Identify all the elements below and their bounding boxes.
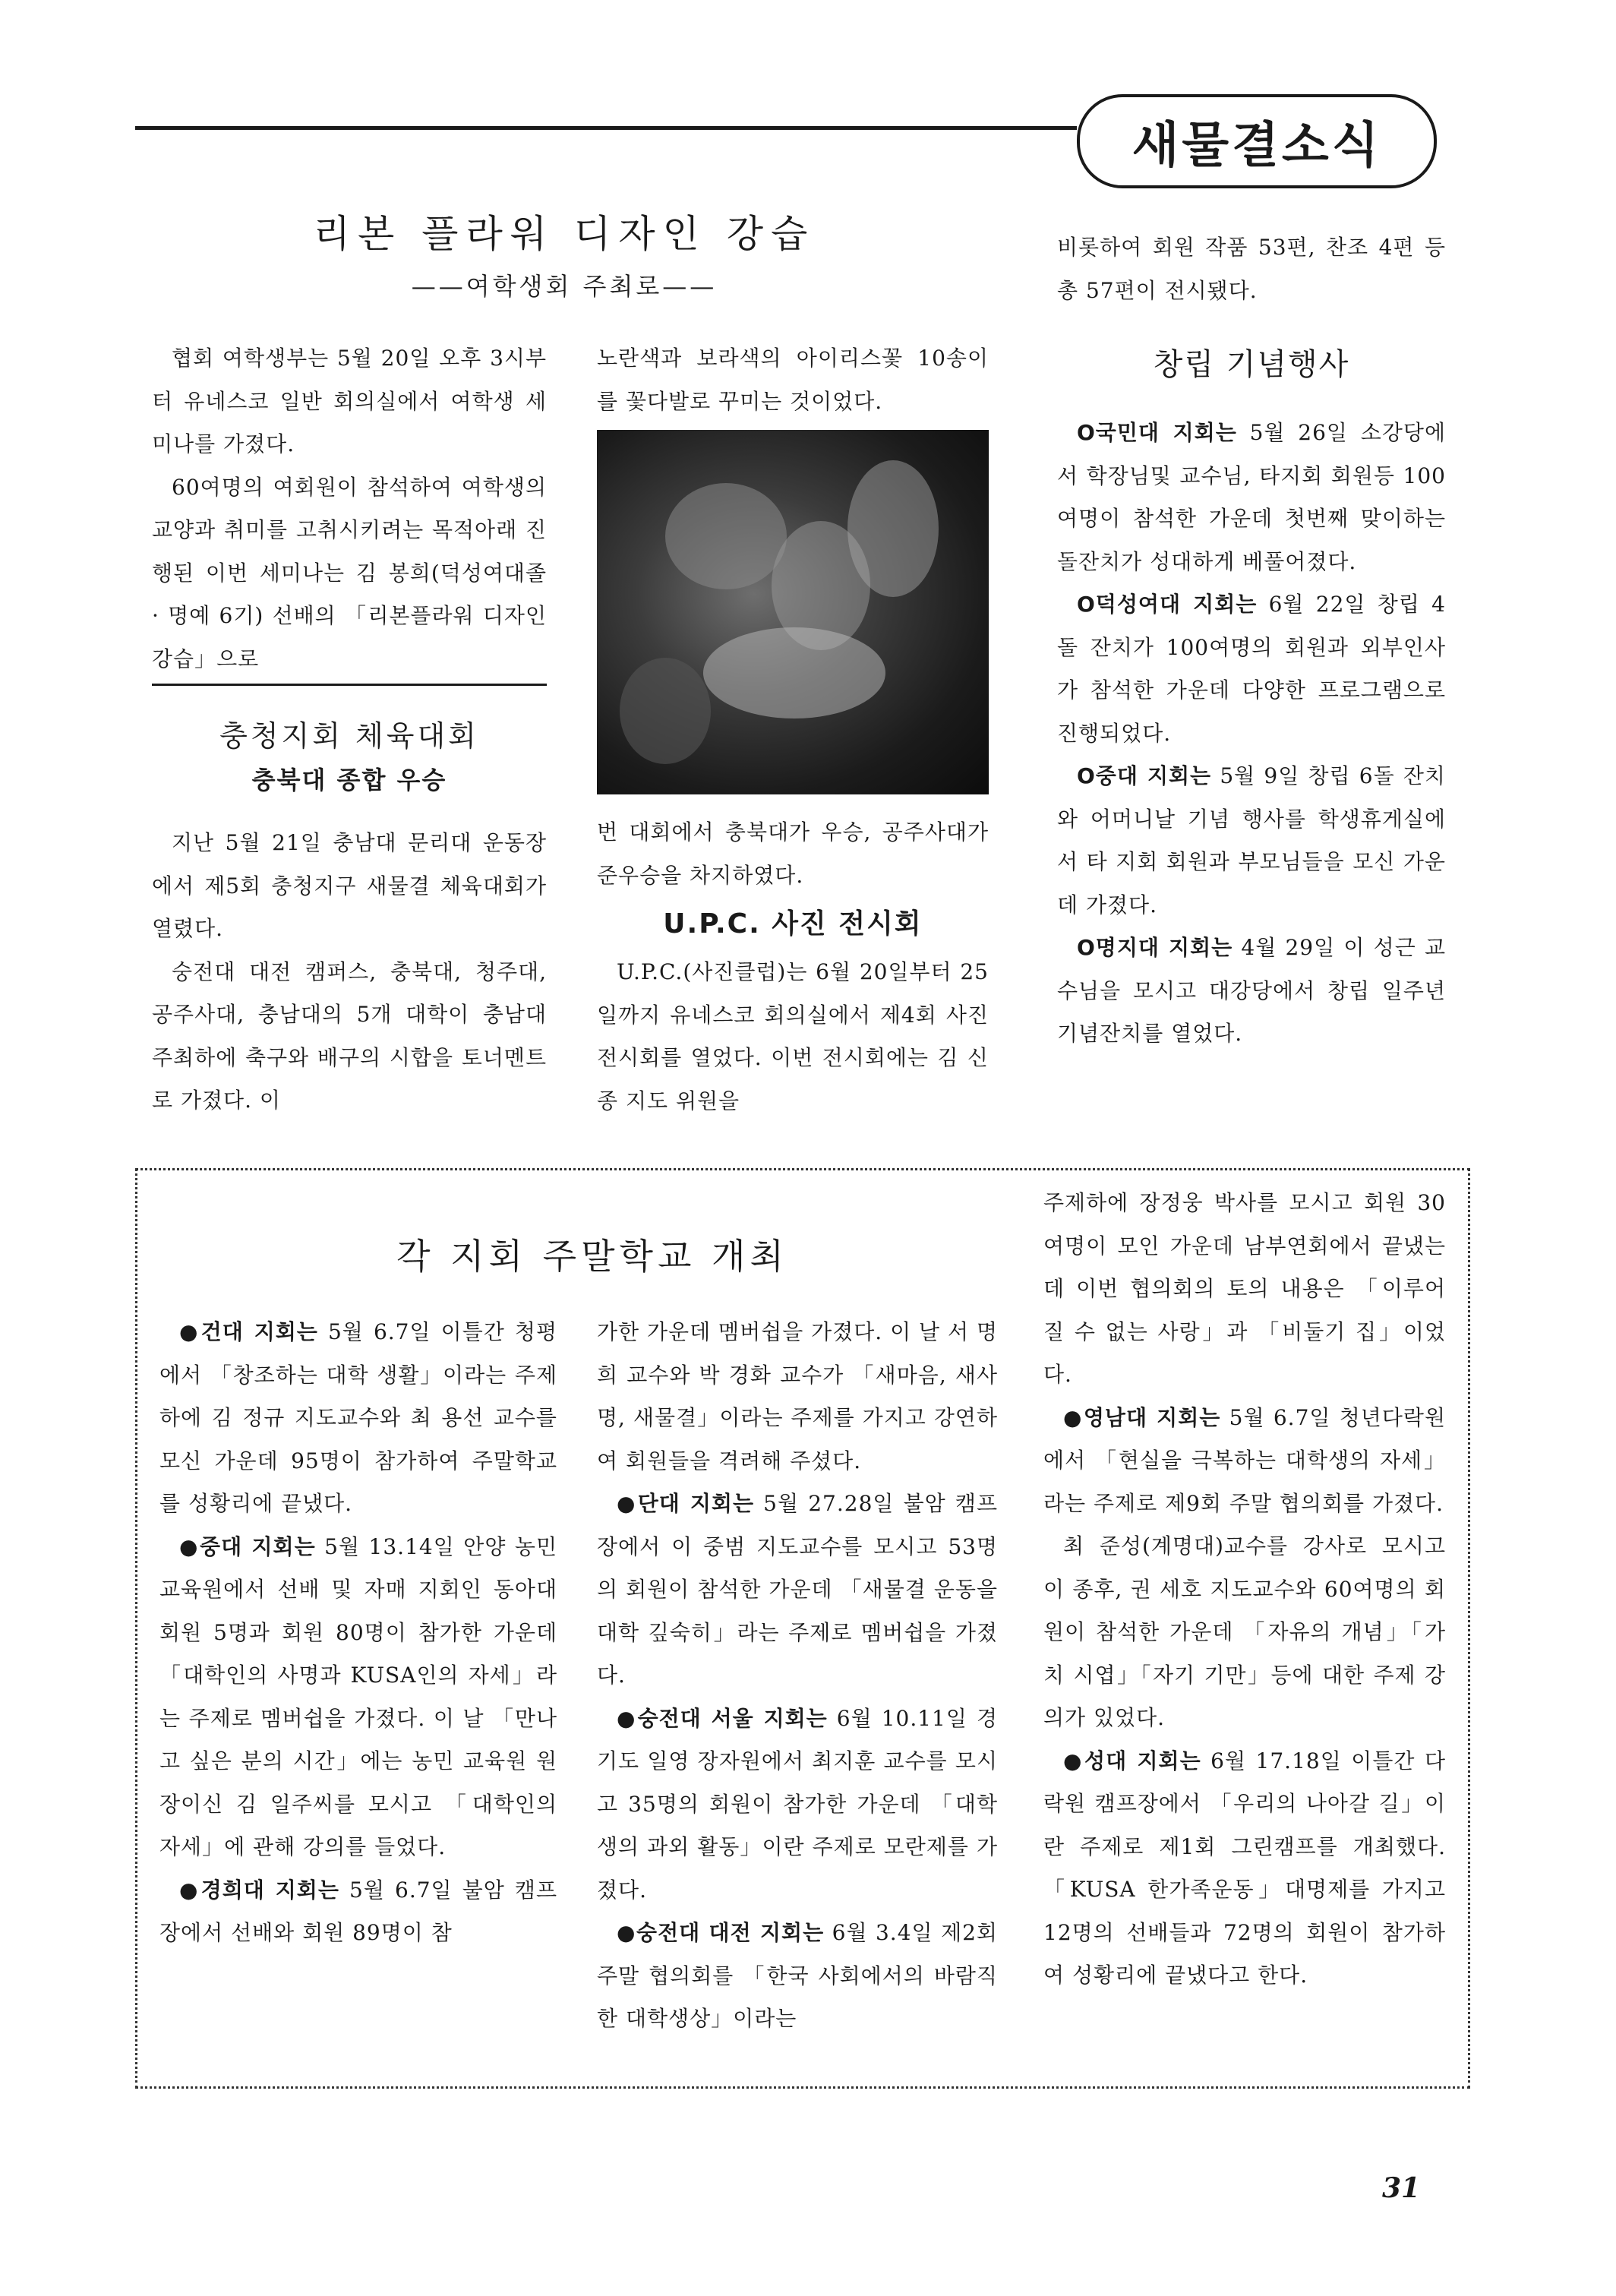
item-lead: O중대 지회는 — [1077, 763, 1212, 788]
list-item — [1057, 755, 1446, 927]
item-text: 5월 6.7일 청년다락원에서 「현실을 극복하는 대학생의 자세」라는 주제로 제9회 주말 협의회를 가졌다. — [1043, 1404, 1446, 1516]
item-text: 6월 17.18일 이틀간 다락원 캠프장에서 「우리의 나아갈 길」이란 주제로 제1회 그린캠프를 개최했다. 「KUSA 한가족운동」대명제를 가지고 12명의 선배들과 72명의 회원이 참가하여 성황리에 끝냈다고 한다. — [1043, 1748, 1446, 1988]
list-item — [597, 1698, 998, 1912]
list-item — [597, 1483, 998, 1698]
item-text: 5월 9일 창립 6돌 잔치와 어머니날 기념 행사를 학생휴게실에서 타 지회 회원과 부모님들을 모신 가운데 가졌다. — [1057, 763, 1446, 917]
list-item — [1043, 1397, 1446, 1526]
list-item — [159, 1311, 557, 1526]
item-lead: O명지대 지회는 — [1077, 935, 1233, 960]
item-lead: O국민대 지회는 — [1077, 420, 1237, 445]
item-lead: ●건대 지회는 — [179, 1319, 318, 1344]
article-title: 창립 기념행사 — [1153, 347, 1350, 382]
item-lead: ●영남대 지회는 — [1063, 1404, 1221, 1430]
item-text: 5월 6.7일 이틀간 청평에서 「창조하는 대학 생활」이라는 주제 하에 김 정규 지도교수와 최 용선 교수를 모신 가운데 95명이 참가하여 주말학교를 성황리에 끝냈다. — [159, 1319, 557, 1516]
page-number: 31 — [1382, 2172, 1421, 2204]
item-text: 6월 10.11일 경기도 일영 장자원에서 최지훈 교수를 모시고 35명의 회원이 참가한 가운데 「대학생의 과외 활동」이란 주제로 모란제를 가졌다. — [597, 1705, 998, 1903]
article3-col3 — [1057, 226, 1446, 312]
article-title: 각 지회 주말학교 개최 — [396, 1236, 788, 1277]
list-item — [1043, 1182, 1446, 1397]
divider — [152, 684, 547, 686]
list-item — [1043, 1525, 1446, 1740]
paragraph: 지난 5월 21일 충남대 문리대 운동장에서 제5회 충청지구 새물결 체육대회가 열렸다. — [152, 830, 547, 941]
item-text: 주제하에 장정웅 박사를 모시고 회원 30여명이 모인 가운데 남부연회에서 끝냈는데 이번 협의회의 토의 내용은 「이루어 질 수 없는 사랑」과 「비둘기 집」이었다. — [1043, 1190, 1446, 1387]
item-lead: ●숭전대 서울 지회는 — [617, 1705, 828, 1731]
list-item — [1043, 1740, 1446, 1998]
article3-col2 — [597, 951, 989, 1123]
list-item — [159, 1526, 557, 1869]
article-title: U.P.C. 사진 전시회 — [663, 908, 923, 940]
item-text: 5월 6.7일 불암 캠프장에서 선배와 회원 89명이 참 — [159, 1877, 558, 1945]
paragraph: 숭전대 대전 캠퍼스, 충북대, 청주대, 공주사대, 충남대의 5개 대학이 충남대 주최하에 축구와 배구의 시합을 토너멘트로 가졌다. 이 — [152, 959, 547, 1113]
item-lead: ●단대 지회는 — [617, 1491, 754, 1516]
article2-col1 — [152, 822, 547, 1123]
article2-col2 — [597, 811, 989, 897]
header-rule — [135, 126, 1077, 130]
article-subtitle: ——여학생회 주최로—— — [411, 272, 718, 301]
item-text: 6월 3.4일 제2회 주말 협의회를 「한국 사회에서의 바람직한 대학생상」이라는 — [597, 1920, 998, 2031]
item-text: 가한 가운데 멤버쉽을 가졌다. 이 날 서 명희 교수와 박 경화 교수가 「새마음, 새사명, 새물결」이라는 주제를 가지고 강연하여 회원들을 격려해 주셨다. — [597, 1319, 998, 1473]
article1-col1 — [152, 337, 547, 681]
article-title: 충청지회 체육대회 — [219, 719, 479, 753]
paragraph: 비롯하여 회원 작품 53편, 찬조 4편 등 총 57편이 전시됐다. — [1057, 235, 1446, 303]
list-item — [159, 1869, 557, 1955]
item-lead: ●중대 지회는 — [179, 1533, 316, 1559]
article5-col3 — [1043, 1182, 1446, 1998]
item-lead: ●숭전대 대전 지회는 — [617, 1920, 825, 1945]
logo-text: 새물결소식 — [1132, 118, 1382, 174]
item-lead: O덕성여대 지회는 — [1077, 592, 1258, 617]
list-item — [597, 1912, 998, 2041]
list-item — [1057, 412, 1446, 583]
paragraph: 노란색과 보라색의 아이리스꽃 10송이를 꽃다발로 꾸미는 것이었다. — [597, 346, 989, 414]
item-text: 6월 22일 창립 4돌 잔치가 100여명의 회원과 외부인사가 참석한 가운데 다양한 프로그램으로 진행되었다. — [1057, 592, 1447, 746]
list-item — [597, 1311, 998, 1483]
paragraph: 협회 여학생부는 5월 20일 오후 3시부터 유네스코 일반 회의실에서 여학생 세미나를 가졌다. — [152, 346, 547, 456]
article1-col2 — [597, 337, 989, 423]
article-title: 리본 플라워 디자인 강습 — [313, 212, 816, 256]
article4-col3 — [1057, 412, 1446, 1056]
item-lead: ●경희대 지회는 — [179, 1877, 339, 1903]
paragraph: 60여명의 여회원이 참석하여 여학생의 교양과 취미를 고취시키려는 목적아래 진행된 이번 세미나는 김 봉희(덕성여대졸 · 명예 6기) 선배의 「리본플라워 디자인강습」으로 — [152, 474, 547, 671]
item-text: 5월 26일 소강당에서 학장님및 교수님, 타지회 회원등 100여명이 참석한 가운데 첫번째 맞이하는 돌잔치가 성대하게 베풀어졌다. — [1057, 420, 1447, 574]
item-text: 최 준성(계명대)교수를 강사로 모시고 이 종후, 권 세호 지도교수와 60여명의 회원이 참석한 가운데 「자유의 개념」「가치 시엽」「자기 기만」등에 대한 주제 강의가 있었다. — [1043, 1533, 1446, 1730]
list-item — [1057, 583, 1446, 755]
list-item — [1057, 927, 1446, 1056]
article5-col1 — [159, 1311, 557, 1955]
item-text: 4월 29일 이 성근 교수님을 모시고 대강당에서 창립 일주년 기념잔치를 열었다. — [1057, 935, 1447, 1046]
article-subtitle: 충북대 종합 우승 — [251, 766, 447, 794]
section-logo — [1077, 94, 1437, 188]
item-text: 5월 27.28일 불암 캠프장에서 이 중범 지도교수를 모시고 53명의 회원이 참석한 가운데 「새물결 운동을 대학 깊숙히」라는 주제로 멤버쉽을 가졌다. — [597, 1491, 998, 1688]
item-text: 5월 13.14일 안양 농민 교육원에서 선배 및 자매 지회인 동아대 회원 5명과 회원 80명이 참가한 가운데 「대학인의 사명과 KUSA인의 자세」라는 주제로 멤버쉽을 가졌다. 이 날 「만나고 싶은 분의 시간」에는 농민 교육원 원장이신 김 일주씨를 모시고 「대학인의 자세」에 관해 강의를 들었다. — [159, 1533, 557, 1859]
article5-col2 — [597, 1311, 998, 2041]
paragraph: 번 대회에서 충북대가 우승, 공주사대가 준우승을 차지하였다. — [597, 820, 989, 888]
item-lead: ●성대 지회는 — [1063, 1748, 1201, 1773]
exhibition-photo — [597, 430, 989, 794]
paragraph: U.P.C.(사진클럽)는 6월 20일부터 25일까지 유네스코 회의실에서 제4회 사진 전시회를 열었다. 이번 전시회에는 김 신종 지도 위원을 — [597, 959, 989, 1113]
